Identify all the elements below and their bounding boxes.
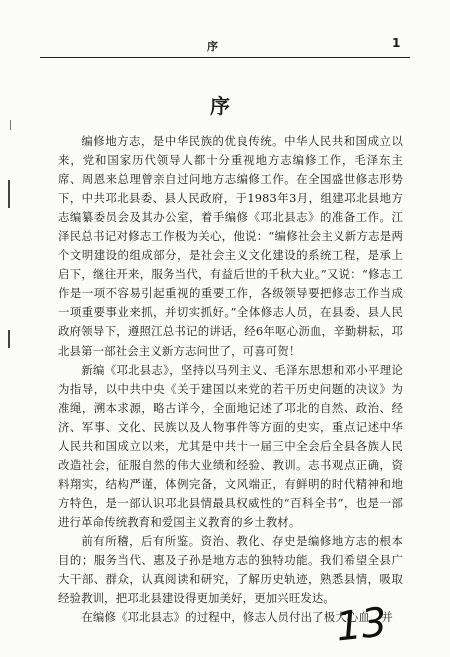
page-number: 1 [392,36,401,50]
header-rule [40,57,410,58]
handwritten-page-mark: 13 [333,599,390,651]
binding-mark [8,180,10,208]
body-text [58,132,403,627]
paragraph: 编修地方志，是中华民族的优良传统。中华人民共和国成立以来，党和国家历代领导人都十分重视地方志编修工作，毛泽东主席、周恩来总理曾亲自过问地方志编修工作。在全国盛世修志形势下，中共邛北县委、县人民政府，于1983年3月，组建邛北县地方志编纂委员会及其办公室，着手编修《邛北县志》的准备工作。江泽民总书记对修志工作极为关心，他说：“编修社会主义新方志是两个文明建设的组成部分，是社会主义文化建设的系统工程，是承上启下，继往开来，服务当代，有益后世的千秋大业。”又说：“修志工作是一项不容易引起重视的重要工作，各级领导要把修志工作当成一项重要事业来抓，并切实抓好。”全体修志人员，在县委、县人民政府领导下，遵照江总书记的讲话，经6年呕心沥血，辛勤耕耘，邛北县第一部社会主义新方志问世了，可喜可贺！ [58,134,403,358]
section-title: 序 [210,94,232,118]
running-header-title: 序 [207,40,219,53]
paragraph: 在编修《邛北县志》的过程中，修志人员付出了极大心血，并 [81,610,393,625]
binding-mark [10,120,11,130]
paragraph: 前有所稽，后有所鉴。资治、教化、存史是编修地方志的根本目的；服务当代、惠及子孙是地方志的独特功能。我们希望全县广大干部、群众，认真阅读和研究，了解历史轨迹，熟悉县情，吸取经验教训，把邛北县建设得更加美好，更加兴旺发达。 [58,533,403,606]
binding-mark [8,330,10,348]
paragraph: 新编《邛北县志》，坚持以马列主义、毛泽东思想和邓小平理论为指导，以中共中央《关于建国以来党的若干历史问题的决议》为准绳，溯本求源，略古详今，全面地记述了邛北的自然、政治、经济、军事、文化、民族以及人物事件等方面的史实，重点记述中华人民共和国成立以来，尤其是中共十一届三中全会后全县各族人民改造社会，征服自然的伟大业绩和经验、教训。志书观点正确，资料翔实，结构严谨，体例完备，文风端正，有鲜明的时代精神和地方特色，是一部认识邛北县情最具权威性的“百科全书”，也是一部进行革命传统教育和爱国主义教育的乡土教材。 [58,362,403,529]
